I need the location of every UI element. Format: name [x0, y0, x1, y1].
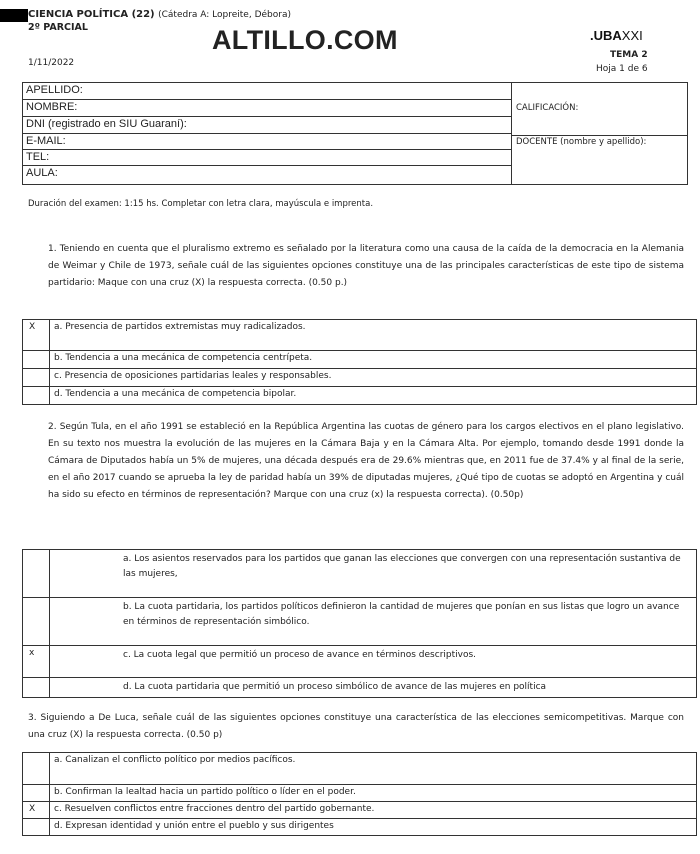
answer-mark[interactable] — [23, 550, 50, 598]
student-id-box — [22, 82, 688, 185]
answer-mark[interactable]: X — [23, 320, 50, 351]
option-text: a. Presencia de partidos extremistas muy radicalizados. — [50, 320, 697, 351]
option-row[interactable] — [23, 802, 697, 819]
option-row[interactable] — [23, 351, 697, 369]
option-text: c. La cuota legal que permitió un proceso de avance en términos descriptivos. — [50, 646, 697, 678]
tema-label: TEMA 2 — [610, 50, 648, 60]
uba-logo — [590, 28, 643, 43]
catedra: (Cátedra A: Lopreite, Débora) — [158, 10, 291, 20]
option-text: d. Expresan identidad y unión entre el pueblo y sus dirigentes — [50, 819, 697, 836]
answer-mark[interactable] — [23, 598, 50, 646]
answer-mark[interactable] — [23, 678, 50, 698]
option-text: d. La cuota partidaria que permitió un proceso simbólico de avance de las mujeres en política — [50, 678, 697, 698]
question-2-options — [22, 549, 697, 698]
option-row[interactable] — [23, 320, 697, 351]
answer-mark[interactable] — [23, 785, 50, 802]
option-row[interactable] — [23, 550, 697, 598]
altillo-logo: ALTILLO.COM — [212, 25, 398, 55]
answer-mark[interactable] — [23, 369, 50, 387]
option-row[interactable] — [23, 678, 697, 698]
option-text: b. Confirman la lealtad hacia un partido político o líder en el poder. — [50, 785, 697, 802]
option-row[interactable] — [23, 785, 697, 802]
question-3-text: 3. Siguiendo a De Luca, señale cuál de las siguientes opciones constituye una característica de las elecciones semicompetitivas. Marque con una cruz (X) la respuesta correcta. (0.50 p) — [28, 713, 684, 740]
page-counter: Hoja 1 de 6 — [596, 64, 648, 74]
question-2-text: 2. Según Tula, en el año 1991 se estableció en la República Argentina las cuotas de género para los cargos electivos en el plano legislativo. En su texto nos muestra la evolución de las mujeres en la Cámara Baja y en la Cámara Alta. Por ejemplo, tomando desde 1991 donde la Cámara de Diputados había un 5% de mujeres, una década después era de 29.6% mientras que, en 2011 fue de 37.4% y al final de la serie, en el año 2017 cuando se aprueba la ley de paridad había un 39% de diputadas mujeres, ¿Qué tipo de cuotas se adoptó en Argentina y cuál ha sido su efecto en términos de representación? Marque con una cruz (x) la respuesta correcta). (0.50p) — [48, 422, 684, 500]
answer-mark[interactable] — [23, 351, 50, 369]
course-title — [28, 9, 291, 20]
apellido-field[interactable]: APELLIDO: — [23, 83, 511, 100]
option-text: b. La cuota partidaria, los partidos políticos definieron la cantidad de mujeres que ponían en sus listas que logro un avance en términos de representación simbólico. — [50, 598, 697, 646]
option-row[interactable] — [23, 369, 697, 387]
question-3-options — [22, 752, 697, 836]
option-row[interactable] — [23, 387, 697, 405]
option-row[interactable] — [23, 598, 697, 646]
tel-field[interactable]: TEL: — [23, 150, 511, 166]
option-row[interactable] — [23, 753, 697, 785]
uba-logo-light: XXI — [621, 28, 643, 43]
answer-mark[interactable] — [23, 819, 50, 836]
exam-duration-note: Duración del examen: 1:15 hs. Completar con letra clara, mayúscula e imprenta. — [28, 199, 374, 209]
id-box-divider — [511, 83, 512, 184]
dni-field[interactable]: DNI (registrado en SIU Guaraní): — [23, 117, 511, 134]
parcial-label: 2º PARCIAL — [28, 22, 88, 33]
option-text: c. Presencia de oposiciones partidarias leales y responsables. — [50, 369, 697, 387]
answer-mark[interactable]: X — [23, 802, 50, 819]
exam-date: 1/11/2022 — [28, 58, 75, 68]
redaction-block — [0, 9, 28, 22]
option-text: d. Tendencia a una mecánica de competencia bipolar. — [50, 387, 697, 405]
option-text: a. Canalizan el conflicto político por medios pacíficos. — [50, 753, 697, 785]
answer-mark[interactable] — [23, 753, 50, 785]
email-field[interactable]: E-MAIL: — [23, 134, 511, 150]
question-1-options — [22, 319, 697, 405]
option-row[interactable] — [23, 646, 697, 678]
option-row[interactable] — [23, 819, 697, 836]
uba-logo-bold: .UBA — [590, 28, 622, 43]
answer-mark[interactable] — [23, 387, 50, 405]
id-box-right-divider — [511, 135, 687, 136]
question-1-text: 1. Teniendo en cuenta que el pluralismo extremo es señalado por la literatura como una causa de la caída de la democracia en la Alemania de Weimar y Chile de 1973, señale cuál de las siguientes opciones constituye una de las principales características de este tipo de sistema partidario: Maque con una cruz (X) la respuesta correcta. (0.50 p.) — [48, 244, 684, 288]
option-text: a. Los asientos reservados para los partidos que ganan las elecciones que convergen con una representación sustantiva de las mujeres, — [50, 550, 697, 598]
aula-field[interactable]: AULA: — [26, 167, 58, 179]
calificacion-field[interactable]: CALIFICACIÓN: — [516, 103, 579, 113]
option-text: b. Tendencia a una mecánica de competencia centrípeta. — [50, 351, 697, 369]
option-text: c. Resuelven conflictos entre fracciones dentro del partido gobernante. — [50, 802, 697, 819]
answer-mark[interactable]: x — [23, 646, 50, 678]
course-name: CIENCIA POLÍTICA (22) — [28, 9, 155, 20]
nombre-field[interactable]: NOMBRE: — [23, 100, 511, 117]
docente-field[interactable]: DOCENTE (nombre y apellido): — [516, 137, 647, 147]
